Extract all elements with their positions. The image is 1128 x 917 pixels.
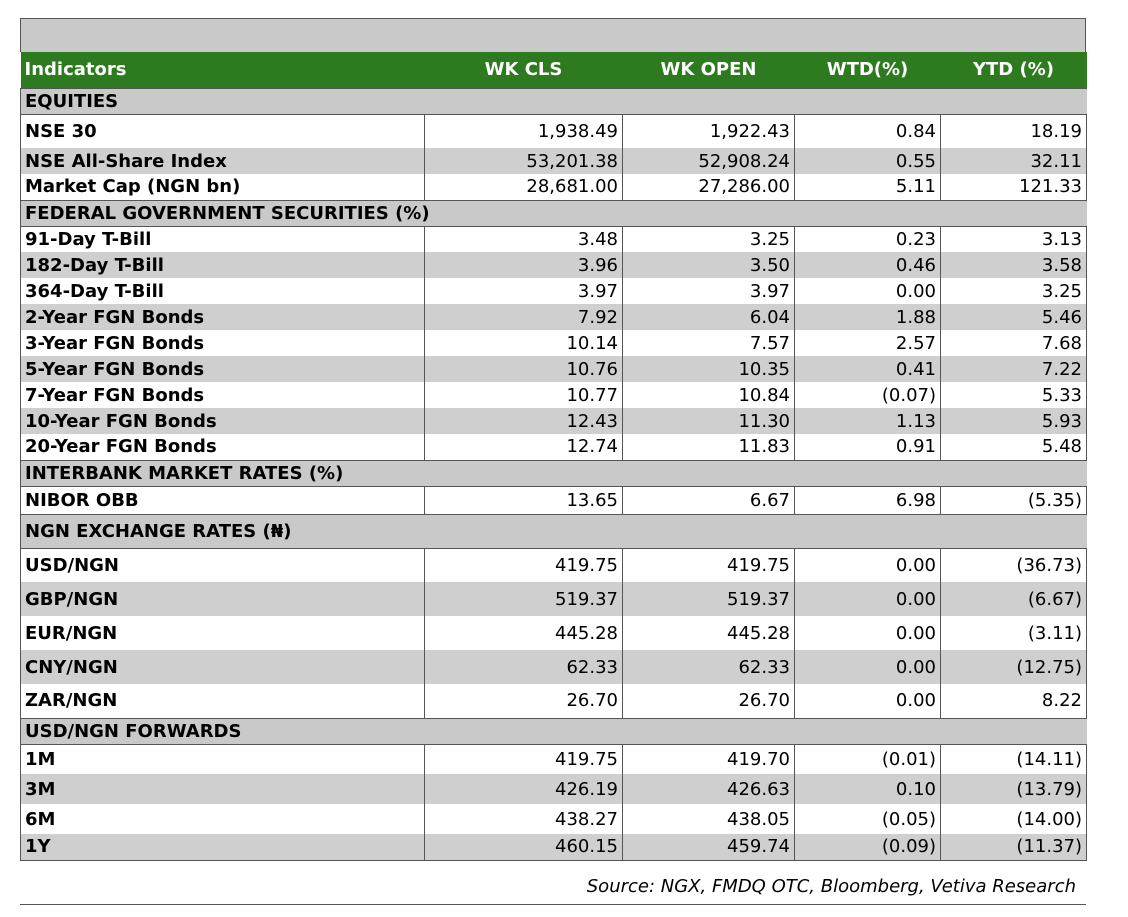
wk-open-cell: 10.35 — [623, 356, 795, 382]
wk-cls-cell: 53,201.38 — [425, 148, 623, 174]
section-label: INTERBANK MARKET RATES (%) — [21, 460, 1087, 486]
table-row — [21, 330, 1087, 356]
table-row — [21, 278, 1087, 304]
row-label: NSE 30 — [21, 114, 425, 148]
row-label: 182-Day T-Bill — [21, 252, 425, 278]
ytd-cell: (12.75) — [941, 650, 1087, 684]
ytd-cell: (11.37) — [941, 834, 1087, 860]
section-header-row — [21, 200, 1087, 226]
wtd-cell: 0.23 — [795, 226, 941, 252]
market-indicators-report — [20, 18, 1086, 897]
ytd-cell: (36.73) — [941, 548, 1087, 582]
wtd-cell: 0.41 — [795, 356, 941, 382]
table-row — [21, 226, 1087, 252]
ytd-cell: 7.22 — [941, 356, 1087, 382]
ytd-cell: 5.33 — [941, 382, 1087, 408]
row-label: 20-Year FGN Bonds — [21, 434, 425, 460]
row-label: 3M — [21, 774, 425, 804]
wk-cls-cell: 10.76 — [425, 356, 623, 382]
wk-open-cell: 519.37 — [623, 582, 795, 616]
wk-cls-cell: 12.43 — [425, 408, 623, 434]
ytd-cell: 8.22 — [941, 684, 1087, 718]
table-row — [21, 114, 1087, 148]
row-label: 1Y — [21, 834, 425, 860]
wk-open-cell: 3.25 — [623, 226, 795, 252]
row-label: Market Cap (NGN bn) — [21, 174, 425, 200]
wtd-cell: 0.00 — [795, 684, 941, 718]
table-row — [21, 252, 1087, 278]
wk-cls-cell: 10.14 — [425, 330, 623, 356]
wk-cls-cell: 3.97 — [425, 278, 623, 304]
row-label: 10-Year FGN Bonds — [21, 408, 425, 434]
table-header-row — [21, 52, 1087, 88]
wk-cls-cell: 419.75 — [425, 744, 623, 774]
ytd-cell: (14.11) — [941, 744, 1087, 774]
section-label: USD/NGN FORWARDS — [21, 718, 1087, 744]
ytd-cell: 5.48 — [941, 434, 1087, 460]
wk-open-cell: 6.04 — [623, 304, 795, 330]
wtd-cell: 0.00 — [795, 278, 941, 304]
wtd-cell: 1.13 — [795, 408, 941, 434]
ytd-cell: 5.93 — [941, 408, 1087, 434]
wk-open-cell: 419.70 — [623, 744, 795, 774]
wk-open-cell: 419.75 — [623, 548, 795, 582]
table-row — [21, 804, 1087, 834]
ytd-cell: (6.67) — [941, 582, 1087, 616]
row-label: 91-Day T-Bill — [21, 226, 425, 252]
table-top-band — [20, 18, 1086, 52]
table-body — [21, 88, 1087, 860]
section-label: FEDERAL GOVERNMENT SECURITIES (%) — [21, 200, 1087, 226]
wtd-cell: 0.00 — [795, 548, 941, 582]
ytd-cell: 3.25 — [941, 278, 1087, 304]
section-header-row — [21, 460, 1087, 486]
wtd-cell: (0.09) — [795, 834, 941, 860]
wk-cls-cell: 26.70 — [425, 684, 623, 718]
wk-open-cell: 11.30 — [623, 408, 795, 434]
row-label: EUR/NGN — [21, 616, 425, 650]
wk-cls-cell: 460.15 — [425, 834, 623, 860]
table-row — [21, 382, 1087, 408]
wtd-cell: 0.00 — [795, 650, 941, 684]
ytd-cell: 5.46 — [941, 304, 1087, 330]
ytd-cell: (13.79) — [941, 774, 1087, 804]
wk-open-cell: 426.63 — [623, 774, 795, 804]
row-label: 2-Year FGN Bonds — [21, 304, 425, 330]
wtd-cell: (0.01) — [795, 744, 941, 774]
header-wtd: WTD(%) — [795, 52, 941, 88]
wtd-cell: 0.84 — [795, 114, 941, 148]
wtd-cell: 5.11 — [795, 174, 941, 200]
section-header-row — [21, 88, 1087, 114]
wk-open-cell: 27,286.00 — [623, 174, 795, 200]
ytd-cell: 121.33 — [941, 174, 1087, 200]
wk-open-cell: 438.05 — [623, 804, 795, 834]
bottom-rule — [20, 904, 1086, 905]
table-row — [21, 834, 1087, 860]
ytd-cell: (5.35) — [941, 486, 1087, 514]
wtd-cell: 0.46 — [795, 252, 941, 278]
wtd-cell: 0.55 — [795, 148, 941, 174]
wk-open-cell: 445.28 — [623, 616, 795, 650]
wk-open-cell: 1,922.43 — [623, 114, 795, 148]
wk-cls-cell: 419.75 — [425, 548, 623, 582]
ytd-cell: 3.58 — [941, 252, 1087, 278]
wk-cls-cell: 28,681.00 — [425, 174, 623, 200]
row-label: 5-Year FGN Bonds — [21, 356, 425, 382]
wk-cls-cell: 438.27 — [425, 804, 623, 834]
ytd-cell: 32.11 — [941, 148, 1087, 174]
ytd-cell: 18.19 — [941, 114, 1087, 148]
row-label: 6M — [21, 804, 425, 834]
wk-open-cell: 10.84 — [623, 382, 795, 408]
wk-cls-cell: 445.28 — [425, 616, 623, 650]
ytd-cell: (14.00) — [941, 804, 1087, 834]
row-label: NIBOR OBB — [21, 486, 425, 514]
header-indicators: Indicators — [21, 52, 425, 88]
wk-cls-cell: 3.96 — [425, 252, 623, 278]
table-row — [21, 304, 1087, 330]
wk-cls-cell: 10.77 — [425, 382, 623, 408]
table-row — [21, 548, 1087, 582]
wk-open-cell: 459.74 — [623, 834, 795, 860]
wtd-cell: 0.00 — [795, 582, 941, 616]
indicators-table — [20, 52, 1087, 861]
wk-open-cell: 52,908.24 — [623, 148, 795, 174]
wtd-cell: 2.57 — [795, 330, 941, 356]
table-row — [21, 408, 1087, 434]
wtd-cell: 1.88 — [795, 304, 941, 330]
source-note: Source: NGX, FMDQ OTC, Bloomberg, Vetiva Research — [586, 876, 1076, 897]
row-label: 7-Year FGN Bonds — [21, 382, 425, 408]
wk-open-cell: 3.50 — [623, 252, 795, 278]
header-wk-cls: WK CLS — [425, 52, 623, 88]
row-label: GBP/NGN — [21, 582, 425, 616]
table-row — [21, 148, 1087, 174]
section-header-row — [21, 718, 1087, 744]
wtd-cell: 6.98 — [795, 486, 941, 514]
header-ytd: YTD (%) — [941, 52, 1087, 88]
wtd-cell: (0.07) — [795, 382, 941, 408]
row-label: NSE All-Share Index — [21, 148, 425, 174]
wk-cls-cell: 13.65 — [425, 486, 623, 514]
wk-cls-cell: 62.33 — [425, 650, 623, 684]
table-row — [21, 744, 1087, 774]
wk-open-cell: 3.97 — [623, 278, 795, 304]
wtd-cell: (0.05) — [795, 804, 941, 834]
table-row — [21, 684, 1087, 718]
wk-cls-cell: 3.48 — [425, 226, 623, 252]
wtd-cell: 0.91 — [795, 434, 941, 460]
wk-open-cell: 26.70 — [623, 684, 795, 718]
wk-open-cell: 11.83 — [623, 434, 795, 460]
row-label: ZAR/NGN — [21, 684, 425, 718]
wk-cls-cell: 519.37 — [425, 582, 623, 616]
wk-cls-cell: 7.92 — [425, 304, 623, 330]
wk-cls-cell: 12.74 — [425, 434, 623, 460]
table-row — [21, 774, 1087, 804]
row-label: USD/NGN — [21, 548, 425, 582]
row-label: 3-Year FGN Bonds — [21, 330, 425, 356]
table-row — [21, 486, 1087, 514]
table-row — [21, 616, 1087, 650]
wk-open-cell: 62.33 — [623, 650, 795, 684]
wtd-cell: 0.00 — [795, 616, 941, 650]
section-header-row — [21, 514, 1087, 548]
ytd-cell: 3.13 — [941, 226, 1087, 252]
wtd-cell: 0.10 — [795, 774, 941, 804]
table-row — [21, 434, 1087, 460]
section-label: EQUITIES — [21, 88, 1087, 114]
wk-cls-cell: 1,938.49 — [425, 114, 623, 148]
row-label: 364-Day T-Bill — [21, 278, 425, 304]
ytd-cell: (3.11) — [941, 616, 1087, 650]
table-row — [21, 356, 1087, 382]
wk-open-cell: 7.57 — [623, 330, 795, 356]
table-row — [21, 650, 1087, 684]
section-label: NGN EXCHANGE RATES (₦) — [21, 514, 1087, 548]
row-label: 1M — [21, 744, 425, 774]
row-label: CNY/NGN — [21, 650, 425, 684]
wk-cls-cell: 426.19 — [425, 774, 623, 804]
table-row — [21, 174, 1087, 200]
header-wk-open: WK OPEN — [623, 52, 795, 88]
wk-open-cell: 6.67 — [623, 486, 795, 514]
table-row — [21, 582, 1087, 616]
ytd-cell: 7.68 — [941, 330, 1087, 356]
